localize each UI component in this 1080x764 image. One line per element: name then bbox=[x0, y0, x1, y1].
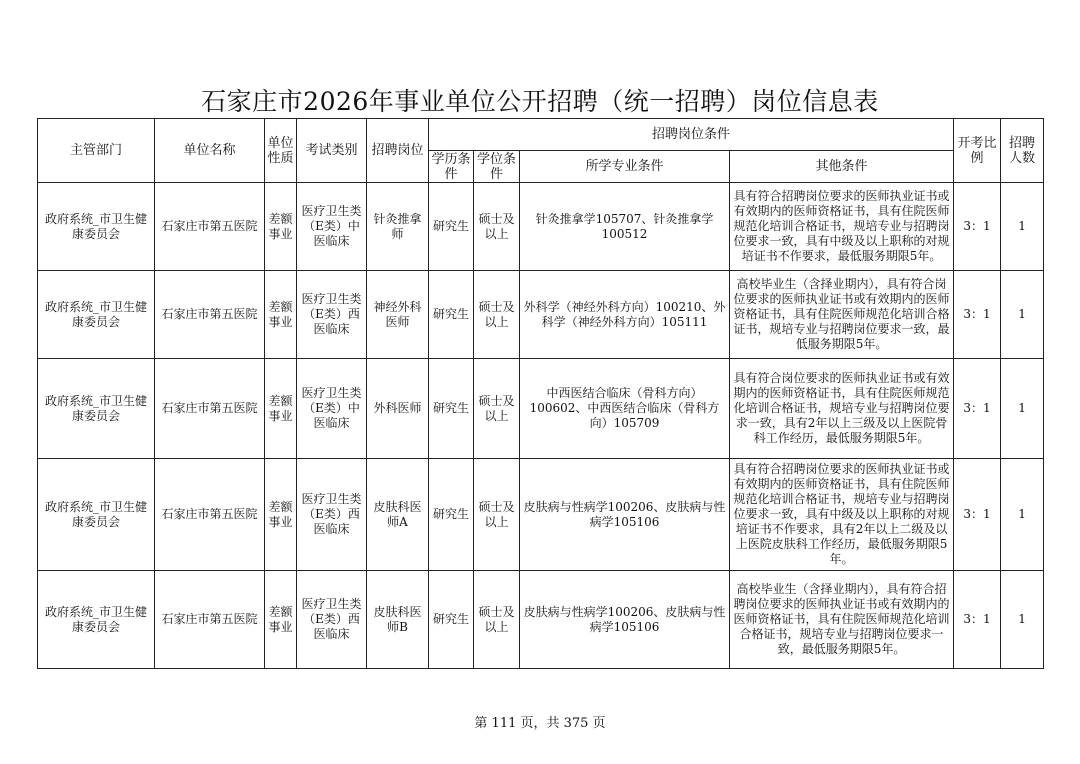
nature-cell: 差额事业 bbox=[265, 459, 297, 571]
unit-cell: 石家庄市第五医院 bbox=[155, 183, 265, 271]
exam-cell: 医疗卫生类（E类）中医临床 bbox=[297, 359, 367, 459]
header-major: 所学专业条件 bbox=[520, 151, 730, 183]
header-degree: 学位条件 bbox=[474, 151, 520, 183]
dept-cell: 政府系统_市卫生健康委员会 bbox=[38, 183, 155, 271]
other-cell: 具有符合招聘岗位要求的医师执业证书或有效期内的医师资格证书，具有住院医师规范化培训合格证书，规培专业与招聘岗位要求一致，具有中级及以上职称的对规培证书不作要求，具有2年以上二级及以上医院皮肤科工作经历，最低服务期限5年。 bbox=[730, 459, 954, 571]
exam-cell: 医疗卫生类（E类）西医临床 bbox=[297, 571, 367, 669]
exam-cell: 医疗卫生类（E类）西医临床 bbox=[297, 271, 367, 359]
table-row bbox=[38, 271, 1044, 359]
header-exam: 考试类别 bbox=[297, 119, 367, 183]
ratio-cell: 3：1 bbox=[954, 459, 1001, 571]
dept-cell: 政府系统_市卫生健康委员会 bbox=[38, 359, 155, 459]
post-cell: 外科医师 bbox=[367, 359, 429, 459]
count-cell: 1 bbox=[1001, 359, 1044, 459]
table-row bbox=[38, 359, 1044, 459]
table-row bbox=[38, 459, 1044, 571]
count-cell: 1 bbox=[1001, 183, 1044, 271]
count-cell: 1 bbox=[1001, 459, 1044, 571]
other-cell: 高校毕业生（含择业期内），具有符合招聘岗位要求的医师执业证书或有效期内的医师资格证书，具有住院医师规范化培训合格证书，规培专业与招聘岗位要求一致，最低服务期限5年。 bbox=[730, 571, 954, 669]
header-edu: 学历条件 bbox=[429, 151, 474, 183]
post-cell: 皮肤科医师A bbox=[367, 459, 429, 571]
exam-cell: 医疗卫生类（E类）中医临床 bbox=[297, 183, 367, 271]
dept-cell: 政府系统_市卫生健康委员会 bbox=[38, 271, 155, 359]
ratio-cell: 3：1 bbox=[954, 271, 1001, 359]
table-row bbox=[38, 183, 1044, 271]
other-cell: 高校毕业生（含择业期内），具有符合岗位要求的医师执业证书或有效期内的医师资格证书，具有住院医师规范化培训合格证书，规培专业与招聘岗位要求一致，最低服务期限5年。 bbox=[730, 271, 954, 359]
post-cell: 皮肤科医师B bbox=[367, 571, 429, 669]
edu-cell: 研究生 bbox=[429, 271, 474, 359]
header-post: 招聘岗位 bbox=[367, 119, 429, 183]
page-title: 石家庄市2026年事业单位公开招聘（统一招聘）岗位信息表 bbox=[201, 87, 879, 116]
post-cell: 神经外科医师 bbox=[367, 271, 429, 359]
edu-cell: 研究生 bbox=[429, 359, 474, 459]
header-count: 招聘人数 bbox=[1001, 119, 1044, 183]
header-other: 其他条件 bbox=[730, 151, 954, 183]
page-footer: 第 111 页，共 375 页 bbox=[474, 716, 606, 731]
major-cell: 皮肤病与性病学100206、皮肤病与性病学105106 bbox=[520, 571, 730, 669]
header-dept: 主管部门 bbox=[38, 119, 155, 183]
degree-cell: 硕士及以上 bbox=[474, 183, 520, 271]
ratio-cell: 3：1 bbox=[954, 571, 1001, 669]
edu-cell: 研究生 bbox=[429, 459, 474, 571]
other-cell: 具有符合岗位要求的医师执业证书或有效期内的医师资格证书，具有住院医师规范化培训合格证书，规培专业与招聘岗位要求一致，具有2年以上三级及以上医院骨科工作经历，最低服务期限5年。 bbox=[730, 359, 954, 459]
job-table bbox=[37, 118, 1044, 669]
dept-cell: 政府系统_市卫生健康委员会 bbox=[38, 459, 155, 571]
degree-cell: 硕士及以上 bbox=[474, 359, 520, 459]
header-nature: 单位性质 bbox=[265, 119, 297, 183]
unit-cell: 石家庄市第五医院 bbox=[155, 359, 265, 459]
unit-cell: 石家庄市第五医院 bbox=[155, 271, 265, 359]
nature-cell: 差额事业 bbox=[265, 571, 297, 669]
nature-cell: 差额事业 bbox=[265, 271, 297, 359]
degree-cell: 硕士及以上 bbox=[474, 271, 520, 359]
edu-cell: 研究生 bbox=[429, 183, 474, 271]
ratio-cell: 3：1 bbox=[954, 183, 1001, 271]
nature-cell: 差额事业 bbox=[265, 359, 297, 459]
major-cell: 针灸推拿学105707、针灸推拿学100512 bbox=[520, 183, 730, 271]
degree-cell: 硕士及以上 bbox=[474, 571, 520, 669]
ratio-cell: 3：1 bbox=[954, 359, 1001, 459]
count-cell: 1 bbox=[1001, 571, 1044, 669]
unit-cell: 石家庄市第五医院 bbox=[155, 571, 265, 669]
table-row bbox=[38, 571, 1044, 669]
major-cell: 中西医结合临床（骨科方向）100602、中西医结合临床（骨科方向）105709 bbox=[520, 359, 730, 459]
exam-cell: 医疗卫生类（E类）西医临床 bbox=[297, 459, 367, 571]
count-cell: 1 bbox=[1001, 271, 1044, 359]
edu-cell: 研究生 bbox=[429, 571, 474, 669]
major-cell: 外科学（神经外科方向）100210、外科学（神经外科方向）105111 bbox=[520, 271, 730, 359]
header-conditions: 招聘岗位条件 bbox=[429, 119, 954, 151]
degree-cell: 硕士及以上 bbox=[474, 459, 520, 571]
unit-cell: 石家庄市第五医院 bbox=[155, 459, 265, 571]
dept-cell: 政府系统_市卫生健康委员会 bbox=[38, 571, 155, 669]
post-cell: 针灸推拿师 bbox=[367, 183, 429, 271]
nature-cell: 差额事业 bbox=[265, 183, 297, 271]
header-unit: 单位名称 bbox=[155, 119, 265, 183]
major-cell: 皮肤病与性病学100206、皮肤病与性病学105106 bbox=[520, 459, 730, 571]
other-cell: 具有符合招聘岗位要求的医师执业证书或有效期内的医师资格证书，具有住院医师规范化培训合格证书，规培专业与招聘岗位要求一致，具有中级及以上职称的对规培证书不作要求，最低服务期限5年。 bbox=[730, 183, 954, 271]
header-ratio: 开考比例 bbox=[954, 119, 1001, 183]
